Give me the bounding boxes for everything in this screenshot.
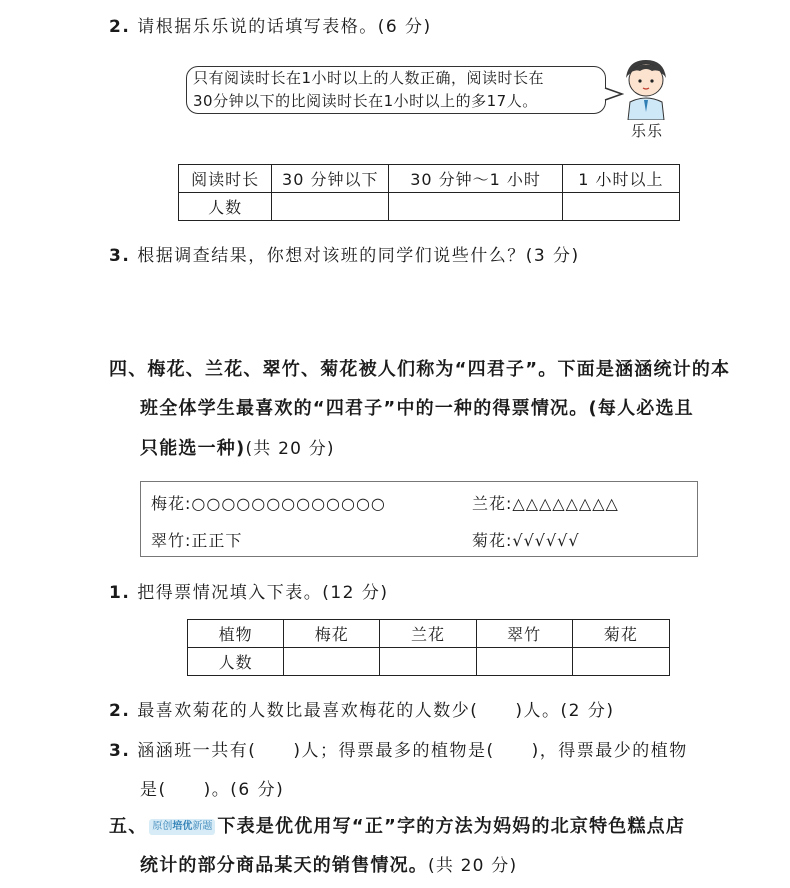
boy-character-illustration	[618, 56, 674, 120]
tally-orchid: 兰花:△△△△△△△△	[472, 494, 619, 513]
question-text: 最喜欢菊花的人数比最喜欢梅花的人数少( )人。(2 分)	[137, 701, 615, 721]
table-header: 30 分钟～1 小时	[389, 165, 562, 193]
section-4-line-1: 四、梅花、兰花、翠竹、菊花被人们称为“四君子”。下面是涵涵统计的本	[109, 359, 731, 380]
section-5-prefix: 五、	[109, 816, 148, 837]
answer-cell[interactable]	[389, 193, 562, 221]
table-header: 阅读时长	[179, 165, 272, 193]
answer-cell[interactable]	[572, 648, 669, 676]
row-label: 人数	[188, 648, 284, 676]
table-header: 植物	[188, 620, 284, 648]
question-number: 3.	[109, 741, 131, 761]
section-4-line-2: 班全体学生最喜欢的“四君子”中的一种的得票情况。(每人必选且	[140, 398, 694, 419]
table-row	[179, 165, 680, 193]
section-5-line-2-text: 统计的部分商品某天的销售情况。	[140, 855, 428, 876]
question-number: 3.	[109, 246, 131, 266]
tally-plum: 梅花:○○○○○○○○○○○○○	[151, 494, 386, 513]
answer-cell[interactable]	[284, 648, 380, 676]
question-text: 请根据乐乐说的话填写表格。(6 分)	[137, 17, 432, 37]
question-text: 根据调查结果，你想对该班的同学们说些什么？(3 分)	[137, 246, 580, 266]
section-5-score: (共 20 分)	[428, 856, 518, 876]
section-4-line-3	[140, 430, 335, 468]
question-3	[109, 241, 580, 266]
answer-cell[interactable]	[562, 193, 679, 221]
answer-cell[interactable]	[476, 648, 572, 676]
question-number: 2.	[109, 701, 131, 721]
character-name: 乐乐	[631, 122, 664, 140]
table-header: 1 小时以上	[562, 165, 679, 193]
table-header: 翠竹	[476, 620, 572, 648]
section-4-question-3-line-2: 是( )。(6 分)	[140, 780, 285, 800]
badge-text-original: 原创	[152, 821, 173, 832]
reading-time-table	[178, 164, 680, 221]
tally-chrysanthemum: 菊花:√√√√√√	[472, 531, 580, 550]
tally-box	[140, 481, 698, 557]
tally-bamboo: 翠竹:正正下	[151, 531, 243, 550]
section-4-line-3-text: 只能选一种)	[140, 438, 246, 459]
section-4-score: (共 20 分)	[245, 439, 335, 459]
badge-text-new: 新题	[192, 821, 213, 832]
answer-cell[interactable]	[272, 193, 389, 221]
table-header: 梅花	[284, 620, 380, 648]
table-row	[188, 648, 670, 676]
answer-cell[interactable]	[380, 648, 476, 676]
section-4-question-1	[109, 578, 389, 603]
bubble-line-1: 只有阅读时长在1小时以上的人数正确，阅读时长在	[193, 69, 545, 87]
badge-text-premium: 培优	[172, 821, 193, 832]
speech-bubble	[186, 66, 606, 114]
question-text-line-1: 涵涵班一共有( )人；得票最多的植物是( )，得票最少的植物	[137, 741, 688, 761]
table-row	[188, 620, 670, 648]
table-header: 30 分钟以下	[272, 165, 389, 193]
section-4-question-3	[109, 736, 688, 761]
section-5-line-2	[140, 847, 517, 885]
question-text: 把得票情况填入下表。(12 分)	[137, 583, 389, 603]
table-row	[179, 193, 680, 221]
votes-table	[187, 619, 670, 676]
section-4-question-2	[109, 696, 614, 721]
table-header: 兰花	[380, 620, 476, 648]
section-5-line-1-text: 下表是优优用写“正”字的方法为妈妈的北京特色糕点店	[217, 816, 686, 837]
question-number: 1.	[109, 583, 131, 603]
section-5-line-1	[109, 808, 685, 846]
original-premium-new-badge	[149, 819, 215, 835]
bubble-line-2: 30分钟以下的比阅读时长在1小时以上的多17人。	[193, 92, 538, 110]
row-label: 人数	[179, 193, 272, 221]
question-number: 2.	[109, 17, 131, 37]
table-header: 菊花	[572, 620, 669, 648]
question-2	[109, 12, 432, 37]
